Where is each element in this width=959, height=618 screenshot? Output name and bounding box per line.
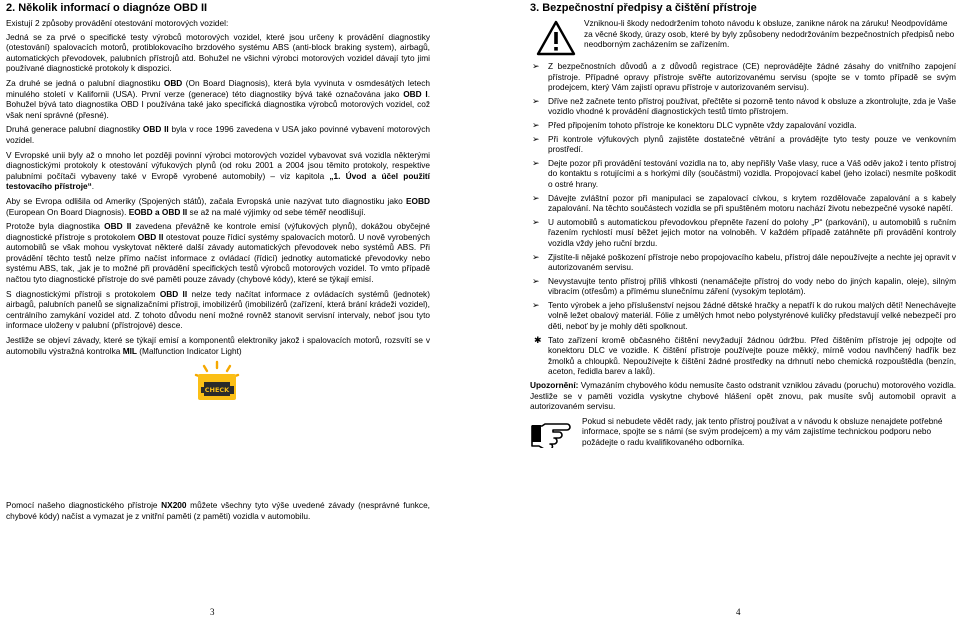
paragraph-7: S diagnostickými přístroji s protokolem OBD II nelze tedy načítat informace z ovládacích systémů (jednotek) airbagů, palubních panelů se signalizačními přístroji, imobilizérů (imobilizérů (zařízení, která brání krádeži vozidel), centrálního zamykání vozidel atd. Z tohoto důvodu není možné rovněž stanovit servisní intervaly, neboť jsou tyto informace uloženy v palubní (přístrojové) desce. (6, 288, 430, 331)
bullet-arrow-icon: ➢ (532, 275, 540, 286)
bullet-arrow-icon: ➢ (532, 95, 540, 106)
right-page (530, 0, 956, 448)
check-engine-icon (192, 360, 242, 402)
paragraph-6: Protože byla diagnostika OBD II zavedena převážně ke kontrole emisí (výfukových plynů), dokážou obyčejné diagnostické přístroje s protokolem OBD II otestovat pouze řídicí systémy spalovacích motorů. U nově vyrobených automobilů se však mohou vyskytovat některé další závady automatických převodovek nebo systémů ABS. Při provádění těchto testů nelze přímo načíst informace z ovládací (řídicí) jednotky automatické převodovky nebo systému ABS, tak, „jak je to možné při provádění specifických testů výrobců motorových vozidel. To vmto případě načtou tyto diagnostické přístroje do své paměti pouze závady (chybové kódy), které se týkají emisí. (6, 221, 430, 285)
paragraph-4: V Evropské unii byly až o mnoho let později povinní výrobci motorových vozidel vybavovat svá vozidla některými diagnostickými protokoly k otestování výfukových plynů (od roku 2001 a 2004 jsou těmito protokoly, respektive palubními počítači vybaveny také v Evropě vyrobené automobily) – viz kapitola „1. Úvod a účel použití testovacího přístroje“. (6, 149, 430, 192)
list-item: ➢ Tento výrobek a jeho příslušenství nejsou žádné dětské hračky a nepatří k do rukou malých dětí! Nenechávejte volně ležet obalový materiál. Fólie z umělých hmot nebo polystyrénové kuličky představují velké nebezpečí pro děti, neboť by je mohly děti spolknout. (532, 299, 956, 332)
bullet-arrow-icon: ➢ (532, 61, 540, 71)
list-item: ➢ Dejte pozor při provádění testování vozidla na to, aby nepřišly Vaše vlasy, ruce a Váš oděv jakož i tento přístroj do kontaktu s rotujícími a s horkými díly (součástmi) vozidla. Propojovací kabel (jeho izolaci) nesmíte poškodit o ostré hrany. (532, 157, 956, 189)
note-paragraph: Upozornění: Vymazáním chybového kódu nemusíte často odstranit vzniklou závadu (poruchu) motorového vozidla. Jestliže se v paměti vozidla vyskytne chybové hlášení opět znovu, pak musíte svůj automobil opravit a autorizovaném servisu. (530, 380, 956, 412)
paragraph-2: Za druhé se jedná o palubní diagnostiku OBD (On Board Diagnosis), která byla vyvinuta v osmdesátých letech minulého století v Kalifornii (USA). První verze (generace) této diagnostiky bývá také označována jako OBD I. Bohužel bývá tato diagnostika OBD I používána také jako specifická diagnostika výrobců motorových vozidel, což však není správné (přesné). (6, 77, 430, 120)
paragraph-8: Jestliže se objeví závady, které se týkají emisí a komponentů elektroniky jakož i spalovacích motorů, rozsvítí se v automobilu výstražná kontrolka MIL (Malfunction Indicator Light) (6, 335, 430, 356)
bullet-arrow-icon: ➢ (532, 119, 540, 130)
paragraph-1: Jedná se za prvé o specifické testy výrobců motorových vozidel, které jsou určeny k provádění diagnostiky (otestování) spalovacích motorů, protiblokovacího brzdového systému ABS (anti-block braking system), airbagů, automatických převodovek, palubních přístrojů atd. Bohužel ne všichni výrobci motorových vozidel dávají tyto jimi používané diagnostické protokoly k dispozici. (6, 31, 430, 74)
check-label: CHECK (204, 386, 230, 395)
bullet-arrow-icon: ➢ (532, 251, 540, 262)
list-item: ➢ U automobilů s automatickou převodovkou přepněte řazení do polohy „P“ (parkování), u automobilů s ručním řazením rychlostí musí běžet jejich motor na volnoběh. V každém případě zatáhněte při provádění kontroly vozidla vždy jeho ruční brzdu. (532, 216, 956, 248)
list-item: ➢ Zjistíte-li nějaké poškození přístroje nebo propojovacího kabelu, přístroj dále nepoužívejte a nechte jej opravit v autorizovaném servisu. (532, 251, 956, 273)
bullet-star-icon: ✱ (534, 334, 542, 345)
list-item: ➢ Při kontrole výfukových plynů zajistěte dostatečné větrání a provádějte tyto testy pouze ve venkovním prostředí. (532, 133, 956, 155)
page-number-right: 4 (736, 607, 741, 617)
left-heading: 2. Několik informací o diagnóze OBD II (6, 2, 208, 14)
warning-triangle-icon (536, 20, 576, 56)
support-text: Pokud si nebudete vědět rady, jak tento přístroj používat a v návodu k obsluze nenajdete potřebné informace, spojte se s námi (se svým prodejcem) a my vám zajistíme technickou podporu nebo požádejte o radu kvalifikovaného odborníka. (582, 415, 943, 447)
paragraph-3: Druhá generace palubní diagnostiky OBD II byla v roce 1996 zavedena v USA jako povinné vybavení motorových vozidel. (6, 124, 430, 145)
list-item: ➢ Dávejte zvláštní pozor při manipulaci se zapalovací cívkou, s krytem rozdělovače zapalování a s kabely zapalování. Na těchto součástech vozidla se při spuštěném motoru nachází životu nebezpečné vysoké napětí. (532, 192, 956, 214)
bullet-arrow-icon: ➢ (532, 299, 540, 310)
safety-list (530, 61, 956, 377)
left-page (6, 0, 430, 521)
page-number-left: 3 (210, 607, 215, 617)
maintenance-item: ✱ Tato zařízení kromě občasného čištění nevyžadují žádnou údržbu. Před čištěním přístroje jej odpojte od konektoru DLC ve vozidle. K čištění přístroje používejte pouze měkký, mírně vodou navlhčený hadřík bez žmolků a chloupků. Nepoužívejte k čištění žádné prostředky na drhnutí nebo chemická rozpouštědla (benzín, aceton, ředidla barev a laků). (534, 334, 956, 377)
bullet-arrow-icon: ➢ (532, 133, 540, 144)
paragraph-9: Pomocí našeho diagnostického přístroje NX200 můžete všechny tyto výše uvedené závady (nesprávné funkce, chybové kódy) načíst a vymazat je z vnitřní paměti (z paměti) vozidla v automobilu. (6, 500, 430, 521)
intro-text: Existují 2 způsoby provádění otestování motorových vozidel: (6, 18, 229, 28)
warranty-warning (530, 18, 956, 56)
list-item: ➢ Nevystavujte tento přístroj příliš vlhkosti (nenamáčejte přístroj do vody nebo do jiných kapalin, oleje), silným vibracím (otřesům) a přímému slunečnímu záření (vysokým teplotám). (532, 275, 956, 297)
bullet-arrow-icon: ➢ (532, 192, 540, 203)
support-note (530, 416, 956, 448)
list-item: ➢ Dříve než začnete tento přístroj používat, přečtěte si pozorně tento návod k obsluze a zkontrolujte, zda je Vaše vozidlo vhodné k provádění diagnostických testů tímto přístrojem. (532, 95, 956, 117)
paragraph-5: Aby se Evropa odlišila od Ameriky (Spojených států), začala Evropská unie nazývat tuto diagnostiku jako EOBD (European On Board Diagnosis). EOBD a OBD II se až na malé výjimky od sebe téměř neodlišují. (6, 195, 430, 217)
list-item: ➢ Před připojením tohoto přístroje ke konektoru DLC vypněte vždy zapalování vozidla. (532, 119, 857, 130)
list-item: ➢ Z bezpečnostních důvodů a z důvodů registrace (CE) neprovádějte žádné zásahy do vnitřního zapojení přístroje. Případné opravy přístroje svěřte autorizovanému servisu (spojte se v tomto případě se svým prodejcem, který Vám zajistí opravu přístroje v autorizovaném servisu). (532, 61, 956, 93)
warning-text: Vzniknou-li škody nedodržením tohoto návodu k obsluze, zanikne nárok na záruku! Neodpovídáme za věcné škody, úrazy osob, které by byly způsobeny nedodržováním bezpečnostních předpisů nebo neodborným zacházením se zařízením. (584, 18, 955, 50)
pointing-hand-icon (530, 416, 574, 448)
bullet-arrow-icon: ➢ (532, 157, 540, 168)
right-heading: 3. Bezpečnostní předpisy a čištění přístroje (530, 2, 757, 14)
bullet-arrow-icon: ➢ (532, 216, 540, 227)
